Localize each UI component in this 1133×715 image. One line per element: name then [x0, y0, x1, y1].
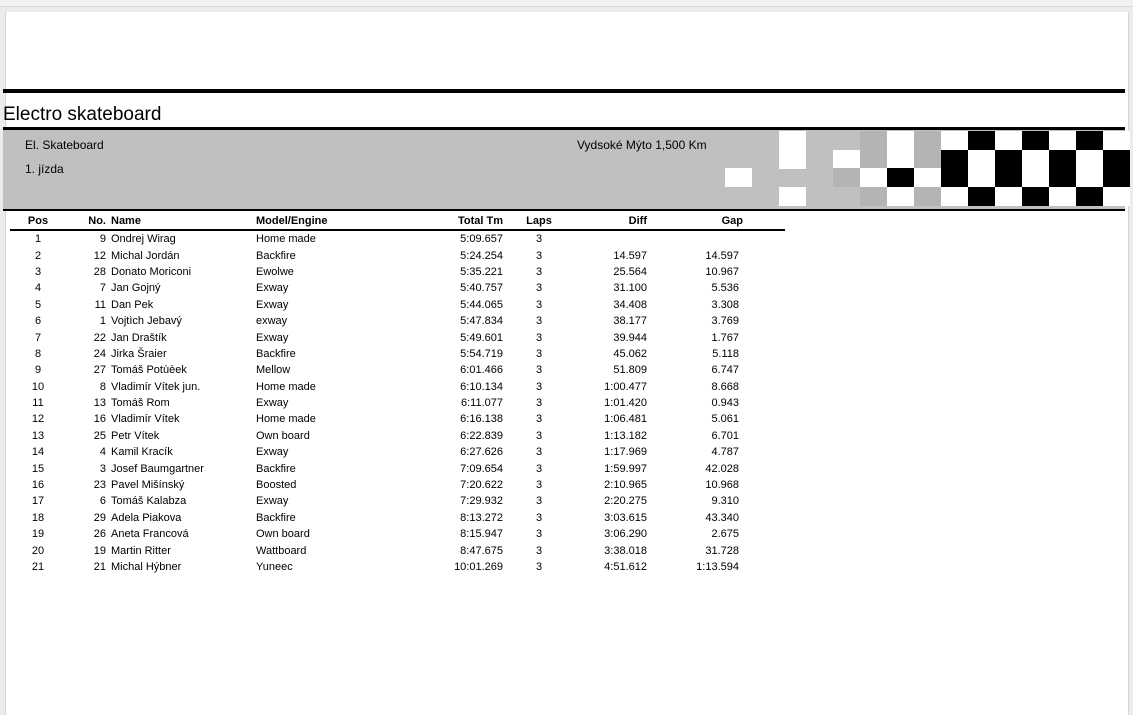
- cell-total: 8:15.947: [460, 528, 503, 541]
- cell-pos: 20: [31, 544, 45, 557]
- table-row: [10, 329, 785, 345]
- cell-diff: 1:59.997: [604, 462, 647, 475]
- cell-model: Backfire: [256, 249, 296, 262]
- cell-model: exway: [256, 315, 288, 328]
- cell-model: Yuneec: [256, 561, 293, 573]
- table-row: [10, 477, 785, 493]
- table-row: [10, 362, 785, 378]
- cell-diff: 51.809: [613, 364, 647, 377]
- checker-cell: [779, 187, 806, 206]
- cell-pos: 19: [31, 528, 45, 541]
- cell-gap: 43.340: [705, 511, 739, 524]
- cell-laps: 3: [535, 511, 543, 524]
- checker-cell: [968, 131, 995, 150]
- cell-diff: 1:01.420: [604, 397, 647, 410]
- checker-cell: [1103, 168, 1130, 187]
- cell-laps: 3: [535, 413, 543, 426]
- checker-cell: [887, 150, 914, 169]
- cell-no: 16: [93, 413, 106, 426]
- table-row: [10, 297, 785, 313]
- cell-name: Michal Jordán: [111, 249, 180, 262]
- cell-pos: 8: [34, 347, 42, 360]
- cell-no: 4: [99, 446, 106, 459]
- cell-laps: 3: [535, 233, 543, 246]
- cell-name: Ondrej Wirag: [111, 233, 176, 246]
- cell-model: Own board: [256, 429, 310, 442]
- cell-laps: 3: [535, 528, 543, 541]
- table-row: [10, 247, 785, 263]
- cell-no: 27: [93, 364, 106, 377]
- results-header-row: [10, 213, 785, 230]
- cell-no: 6: [99, 495, 106, 508]
- cell-pos: 12: [31, 413, 45, 426]
- checker-cell: [995, 187, 1022, 206]
- results-table: [10, 213, 785, 575]
- cell-laps: 3: [535, 462, 543, 475]
- cell-pos: 15: [31, 462, 45, 475]
- checker-cell: [1022, 187, 1049, 206]
- cell-gap: 10.967: [705, 265, 739, 278]
- cell-gap: 1:13.594: [696, 561, 739, 573]
- cell-gap: 9.310: [711, 495, 739, 508]
- header-diff: Diff: [565, 213, 647, 230]
- checker-cell: [995, 150, 1022, 169]
- cell-name: Michal Hýbner: [111, 561, 182, 573]
- cell-no: 21: [93, 561, 106, 573]
- cell-pos: 6: [34, 315, 42, 328]
- checker-cell: [995, 168, 1022, 187]
- cell-no: 19: [93, 544, 106, 557]
- cell-gap: 14.597: [705, 249, 739, 262]
- cell-model: Backfire: [256, 462, 296, 475]
- checker-cell: [1049, 187, 1076, 206]
- cell-diff: 1:17.969: [604, 446, 647, 459]
- cell-total: 7:09.654: [460, 462, 503, 475]
- header-name: Name: [111, 213, 256, 230]
- cell-no: 7: [99, 282, 106, 295]
- cell-total: 6:22.839: [460, 429, 503, 442]
- table-row: [10, 526, 785, 542]
- cell-model: Own board: [256, 528, 310, 541]
- cell-no: 9: [99, 233, 106, 246]
- checker-cell: [1103, 131, 1130, 150]
- cell-total: 6:01.466: [460, 364, 503, 377]
- cell-name: Jirka Šraier: [111, 347, 167, 360]
- cell-model: Exway: [256, 298, 289, 311]
- cell-model: Mellow: [256, 364, 291, 377]
- header-gap: Gap: [647, 213, 785, 230]
- cell-total: 6:16.138: [460, 413, 503, 426]
- checker-cell: [968, 187, 995, 206]
- cell-diff: 45.062: [613, 347, 647, 360]
- cell-diff: 25.564: [613, 265, 647, 278]
- cell-total: 10:01.269: [454, 561, 503, 573]
- cell-name: Petr Vítek: [111, 429, 160, 442]
- cell-diff: 4:51.612: [604, 561, 647, 573]
- checker-cell: [860, 150, 887, 169]
- cell-model: Exway: [256, 446, 289, 459]
- cell-laps: 3: [535, 397, 543, 410]
- cell-name: Kamil Kracík: [111, 446, 173, 459]
- cell-gap: 5.061: [711, 413, 739, 426]
- cell-model: Wattboard: [256, 544, 307, 557]
- cell-pos: 1: [34, 233, 42, 246]
- checker-cell: [833, 150, 860, 169]
- cell-pos: 3: [34, 265, 42, 278]
- table-row: [10, 559, 785, 575]
- cell-no: 26: [93, 528, 106, 541]
- checker-cell: [914, 150, 941, 169]
- table-row: [10, 313, 785, 329]
- table-row: [10, 346, 785, 362]
- cell-model: Home made: [256, 233, 316, 246]
- cell-no: 1: [99, 315, 106, 328]
- checker-cell: [779, 150, 806, 169]
- cell-no: 8: [99, 380, 106, 393]
- table-row: [10, 280, 785, 296]
- cell-total: 6:10.134: [460, 380, 503, 393]
- cell-name: Aneta Francová: [111, 528, 189, 541]
- cell-total: 6:27.626: [460, 446, 503, 459]
- table-row: [10, 510, 785, 526]
- cell-total: 5:54.719: [460, 347, 503, 360]
- checker-cell: [860, 168, 887, 187]
- cell-no: 22: [93, 331, 106, 344]
- header-laps: Laps: [503, 213, 565, 230]
- checker-cell: [887, 131, 914, 150]
- checker-cell: [1103, 150, 1130, 169]
- cell-model: Exway: [256, 282, 289, 295]
- cell-gap: 6.701: [711, 429, 739, 442]
- cell-total: 6:11.077: [460, 397, 503, 410]
- cell-gap: 6.747: [711, 364, 739, 377]
- cell-laps: 3: [535, 479, 543, 492]
- cell-pos: 11: [32, 397, 44, 410]
- checker-cell: [1022, 150, 1049, 169]
- cell-name: Tomáš Potùèek: [111, 364, 187, 377]
- cell-laps: 3: [535, 380, 543, 393]
- cell-pos: 2: [34, 249, 42, 262]
- cell-no: 23: [93, 479, 106, 492]
- cell-diff: 3:38.018: [604, 544, 647, 557]
- cell-name: Martin Ritter: [111, 544, 171, 557]
- cell-pos: 13: [31, 429, 45, 442]
- cell-pos: 7: [34, 331, 42, 344]
- event-title: Electro skateboard: [3, 104, 162, 125]
- cell-name: Jan Gojný: [111, 282, 161, 295]
- cell-model: Boosted: [256, 479, 297, 492]
- checker-cell: [941, 131, 968, 150]
- cell-laps: 3: [535, 495, 543, 508]
- cell-name: Vladimír Vítek: [111, 413, 180, 426]
- cell-total: 5:44.065: [460, 298, 503, 311]
- checker-cell: [860, 131, 887, 150]
- cell-laps: 3: [535, 298, 543, 311]
- cell-no: 28: [93, 265, 106, 278]
- cell-gap: 5.536: [711, 282, 739, 295]
- checker-cell: [1076, 150, 1103, 169]
- table-row: [10, 379, 785, 395]
- cell-total: 5:35.221: [460, 265, 503, 278]
- cell-gap: 10.968: [705, 479, 739, 492]
- cell-laps: 3: [535, 315, 543, 328]
- checker-cell: [914, 131, 941, 150]
- cell-total: 5:24.254: [460, 249, 503, 262]
- cell-gap: 2.675: [711, 528, 739, 541]
- title-rule: [3, 89, 1125, 117]
- checker-cell: [860, 187, 887, 206]
- cell-name: Josef Baumgartner: [111, 462, 204, 475]
- table-row: [10, 230, 785, 247]
- cell-diff: 1:13.182: [604, 429, 647, 442]
- checker-cell: [833, 168, 860, 187]
- checker-cell: [1076, 187, 1103, 206]
- cell-no: 3: [99, 462, 106, 475]
- checker-cell: [968, 150, 995, 169]
- cell-no: 25: [93, 429, 106, 442]
- cell-name: Vladimír Vítek jun.: [111, 380, 201, 393]
- cell-diff: 2:20.275: [604, 495, 647, 508]
- cell-diff: 39.944: [613, 331, 647, 344]
- cell-total: 5:40.757: [460, 282, 503, 295]
- cell-laps: 3: [535, 429, 543, 442]
- cell-diff: 31.100: [613, 282, 647, 295]
- checkered-flag-graphic: [721, 130, 1125, 207]
- cell-laps: 3: [535, 347, 543, 360]
- checker-cell: [1076, 168, 1103, 187]
- checker-cell: [1103, 187, 1130, 206]
- checker-cell: [1049, 131, 1076, 150]
- checker-cell: [995, 131, 1022, 150]
- checker-cell: [941, 187, 968, 206]
- table-row: [10, 460, 785, 476]
- cell-no: 29: [93, 511, 106, 524]
- cell-pos: 17: [31, 495, 45, 508]
- header-total: Total Tm: [391, 213, 503, 230]
- checker-cell: [887, 168, 914, 187]
- cell-gap: 5.118: [712, 347, 739, 360]
- table-row: [10, 411, 785, 427]
- checker-cell: [941, 150, 968, 169]
- cell-total: 8:47.675: [460, 544, 503, 557]
- cell-no: 24: [93, 347, 106, 360]
- checker-cell: [914, 168, 941, 187]
- cell-laps: 3: [535, 249, 543, 262]
- event-heat: 1. jízda: [25, 162, 64, 176]
- viewer-top-strip: [0, 0, 1133, 7]
- cell-no: 13: [93, 397, 106, 410]
- event-category: El. Skateboard: [25, 138, 104, 152]
- cell-gap: 3.769: [711, 315, 739, 328]
- cell-model: Exway: [256, 397, 289, 410]
- checker-cell: [1076, 131, 1103, 150]
- cell-laps: 3: [535, 561, 543, 573]
- cell-diff: 3:03.615: [604, 511, 647, 524]
- cell-model: Backfire: [256, 347, 296, 360]
- cell-diff: 38.177: [613, 315, 647, 328]
- cell-diff: 1:00.477: [604, 380, 647, 393]
- checker-cell: [914, 187, 941, 206]
- cell-gap: 31.728: [705, 544, 739, 557]
- cell-pos: 4: [34, 282, 42, 295]
- checker-cell: [1022, 168, 1049, 187]
- cell-model: Exway: [256, 495, 289, 508]
- checker-cell: [887, 187, 914, 206]
- cell-laps: 3: [535, 265, 543, 278]
- checker-cell: [725, 168, 752, 187]
- cell-model: Exway: [256, 331, 289, 344]
- cell-diff: 34.408: [613, 298, 647, 311]
- cell-pos: 14: [31, 446, 45, 459]
- cell-diff: [565, 230, 647, 247]
- cell-gap: 4.787: [711, 446, 739, 459]
- checker-cell: [779, 131, 806, 150]
- table-row: [10, 493, 785, 509]
- table-row: [10, 264, 785, 280]
- cell-name: Dan Pek: [111, 298, 154, 311]
- cell-name: Pavel Mišínský: [111, 479, 185, 492]
- cell-name: Vojtìch Jebavý: [111, 315, 182, 328]
- cell-no: 11: [94, 298, 106, 311]
- cell-name: Tomáš Kalabza: [111, 495, 187, 508]
- cell-model: Home made: [256, 413, 316, 426]
- cell-pos: 18: [31, 511, 45, 524]
- cell-name: Jan Draštík: [111, 331, 167, 344]
- cell-pos: 5: [34, 298, 42, 311]
- cell-gap: 42.028: [705, 462, 739, 475]
- cell-laps: 3: [535, 364, 543, 377]
- cell-total: 7:20.622: [460, 479, 503, 492]
- cell-gap: 0.943: [711, 397, 739, 410]
- cell-gap: 3.308: [711, 298, 739, 311]
- table-row: [10, 542, 785, 558]
- header-no: No.: [66, 213, 111, 230]
- cell-total: 5:47.834: [460, 315, 503, 328]
- cell-total: 5:49.601: [460, 331, 503, 344]
- cell-name: Adela Piakova: [111, 511, 182, 524]
- table-row: [10, 395, 785, 411]
- cell-total: 7:29.932: [460, 495, 503, 508]
- cell-pos: 16: [31, 479, 45, 492]
- cell-laps: 3: [535, 446, 543, 459]
- cell-diff: 14.597: [613, 249, 647, 262]
- event-info-band: [3, 127, 1125, 211]
- checker-cell: [1049, 168, 1076, 187]
- cell-gap: 8.668: [711, 380, 739, 393]
- header-model: Model/Engine: [256, 213, 391, 230]
- event-venue: Vydsoké Mýto 1,500 Km: [577, 138, 707, 152]
- cell-pos: 9: [34, 364, 42, 377]
- cell-model: Ewolwe: [256, 265, 294, 278]
- cell-total: 8:13.272: [460, 511, 503, 524]
- cell-diff: 1:06.481: [604, 413, 647, 426]
- checker-cell: [1022, 131, 1049, 150]
- cell-gap: 1.767: [711, 331, 739, 344]
- cell-name: Donato Moriconi: [111, 265, 192, 278]
- table-row: [10, 444, 785, 460]
- cell-pos: 10: [31, 380, 45, 393]
- cell-diff: 3:06.290: [604, 528, 647, 541]
- cell-model: Backfire: [256, 511, 296, 524]
- checker-cell: [1049, 150, 1076, 169]
- cell-laps: 3: [535, 282, 543, 295]
- header-pos: Pos: [10, 213, 66, 230]
- cell-gap: [647, 230, 785, 247]
- cell-total: 5:09.657: [460, 233, 503, 246]
- cell-diff: 2:10.965: [604, 479, 647, 492]
- table-row: [10, 428, 785, 444]
- cell-laps: 3: [535, 544, 543, 557]
- checker-cell: [941, 168, 968, 187]
- cell-name: Tomáš Rom: [111, 397, 170, 410]
- cell-pos: 21: [31, 561, 45, 573]
- cell-laps: 3: [535, 331, 543, 344]
- cell-model: Home made: [256, 380, 316, 393]
- checker-cell: [968, 168, 995, 187]
- cell-no: 12: [93, 249, 106, 262]
